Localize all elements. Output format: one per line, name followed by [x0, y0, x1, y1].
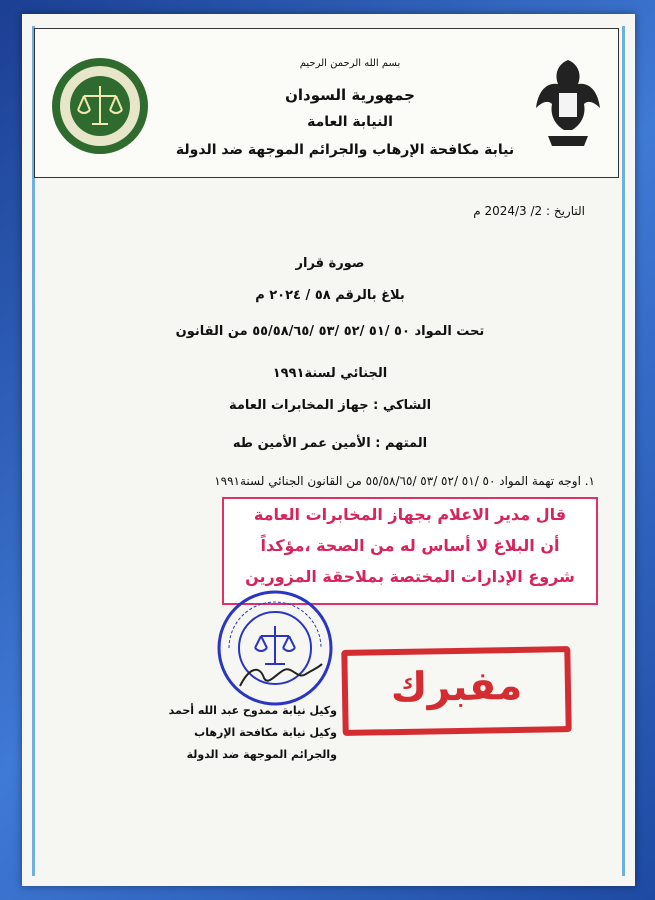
articles-line: تحت المواد ٥٠ /٥١ /٥٢ /٥٣ /٥٥/٥٨/٦٥ من القانون: [175, 324, 485, 339]
country-name: جمهورية السودان: [285, 86, 415, 104]
office-name: النيابة العامة: [307, 114, 393, 130]
document-date: التاريخ : 2/ 2024/3 م: [473, 204, 585, 218]
document-title: صورة قرار: [295, 256, 365, 271]
public-prosecution-seal-icon: [50, 56, 150, 156]
accused-line: المتهم : الأمين عمر الأمين طه: [232, 436, 428, 451]
report-number: بلاغ بالرقم ٥٨ / ٢٠٢٤ م: [255, 288, 405, 303]
signatory-title-continued: والجرائم الموجهة ضد الدولة: [186, 748, 337, 761]
law-line: الجنائي لسنة١٩٩١: [272, 366, 388, 381]
signatory-name: وكيل نيابة ممدوح عبد الله أحمد: [168, 704, 337, 717]
callout-line-2: أن البلاغ لا أساس له من الصحة ،مؤكداً: [260, 536, 560, 555]
fabricated-stamp: مفبرك: [341, 646, 571, 736]
complainant-line: الشاكي : جهاز المخابرات العامة: [228, 398, 432, 413]
signature-scribble-icon: [236, 656, 326, 696]
signatory-title: وكيل نيابة مكافحة الإرهاب: [194, 726, 337, 739]
basmala: بسم الله الرحمن الرحيم: [299, 58, 401, 69]
callout-line-3: شروع الإدارات المختصة بملاحقة المزورين: [245, 567, 575, 586]
sudan-emblem-icon: [528, 52, 608, 152]
department-name: نيابة مكافحة الإرهاب والجرائم الموجهة ضد الدولة: [175, 142, 515, 158]
callout-line-1: قال مدير الاعلام بجهاز المخابرات العامة: [253, 505, 567, 524]
item-one: ١. اوجه تهمة المواد ٥٠ /٥١ /٥٢ /٥٣ /٥٥/٥٨/٦٥ من القانون الجنائي لسنة١٩٩١: [214, 474, 595, 488]
